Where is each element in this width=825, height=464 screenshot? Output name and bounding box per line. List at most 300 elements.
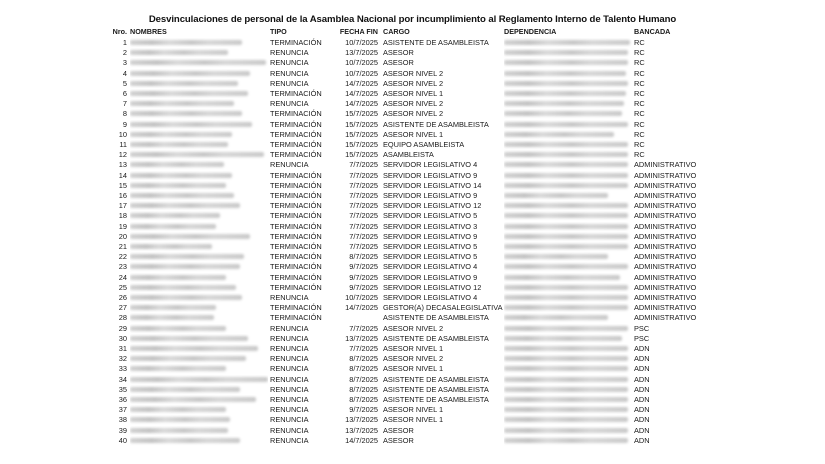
redacted-dependency — [504, 60, 628, 65]
row-bancada: ADMINISTRATIVO — [634, 231, 697, 241]
redacted-dependency — [504, 152, 628, 157]
row-cargo: SERVIDOR LEGISLATIVO 4 — [383, 262, 478, 272]
redacted-name — [130, 183, 226, 188]
row-cargo: ASESOR NIVEL 1 — [383, 405, 444, 415]
table-row — [0, 324, 825, 334]
row-nombres — [130, 38, 268, 48]
row-nombres — [130, 58, 268, 68]
row-fecha-fin: 8/7/2025 — [349, 364, 378, 374]
table-row — [0, 48, 825, 58]
row-nombres — [130, 109, 268, 119]
row-tipo: TERMINACIÓN — [270, 129, 322, 139]
row-nro: 1 — [122, 38, 127, 47]
table-row — [0, 283, 825, 293]
redacted-dependency — [504, 122, 628, 127]
row-fecha-fin: 9/7/2025 — [349, 405, 378, 415]
row-nro: 15 — [118, 180, 127, 190]
row-dependencia — [504, 395, 632, 405]
row-nombres — [130, 191, 268, 201]
row-nombres — [130, 222, 268, 232]
row-dependencia — [504, 171, 632, 181]
row-bancada: ADMINISTRATIVO — [634, 252, 697, 262]
row-tipo: TERMINACIÓN — [270, 282, 322, 292]
redacted-name — [130, 173, 232, 178]
row-bancada: ADN — [634, 364, 650, 374]
row-tipo: RENUNCIA — [270, 333, 309, 343]
row-fecha-fin: 13/7/2025 — [345, 425, 378, 435]
row-dependencia — [504, 324, 632, 334]
row-tipo: RENUNCIA — [270, 160, 309, 170]
redacted-name — [130, 50, 228, 55]
row-bancada: ADMINISTRATIVO — [634, 313, 697, 323]
row-fecha-fin: 15/7/2025 — [345, 140, 378, 149]
row-fecha-fin: 9/7/2025 — [349, 272, 378, 282]
redacted-dependency — [504, 305, 628, 310]
table-row — [0, 120, 825, 130]
redacted-dependency — [504, 142, 628, 147]
table-row — [0, 99, 825, 109]
row-bancada: RC — [634, 58, 645, 68]
redacted-name — [130, 326, 226, 331]
table-row — [0, 303, 825, 313]
row-nombres — [130, 171, 268, 181]
row-nro: 24 — [118, 272, 127, 282]
row-nombres — [130, 354, 268, 364]
table-row — [0, 58, 825, 68]
table-row — [0, 344, 825, 354]
row-fecha-fin: 14/7/2025 — [345, 435, 378, 445]
row-nro: 6 — [122, 89, 127, 98]
redacted-dependency — [504, 91, 626, 96]
row-nombres — [130, 79, 268, 89]
row-bancada: ADMINISTRATIVO — [634, 211, 697, 221]
row-cargo: ASISTENTE DE ASAMBLEISTA — [383, 313, 489, 323]
row-dependencia — [504, 191, 632, 201]
redacted-name — [130, 213, 220, 218]
table-row — [0, 364, 825, 374]
redacted-name — [130, 336, 248, 341]
row-nombres — [130, 395, 268, 405]
row-cargo: ASESOR NIVEL 1 — [383, 129, 444, 139]
redacted-dependency — [504, 234, 628, 239]
redacted-name — [130, 142, 228, 147]
row-tipo: TERMINACIÓN — [270, 211, 322, 221]
redacted-name — [130, 417, 230, 422]
row-nro: 27 — [118, 303, 127, 313]
table-row — [0, 109, 825, 119]
row-dependencia — [504, 140, 632, 150]
row-fecha-fin: 14/7/2025 — [345, 99, 378, 109]
row-tipo: TERMINACIÓN — [270, 221, 322, 231]
row-nro: 13 — [118, 160, 127, 170]
redacted-name — [130, 162, 224, 167]
row-nombres — [130, 242, 268, 252]
redacted-dependency — [504, 387, 628, 392]
redacted-dependency — [504, 275, 620, 280]
row-tipo: RENUNCIA — [270, 99, 309, 109]
row-dependencia — [504, 273, 632, 283]
row-cargo: ASISTENTE DE ASAMBLEISTA — [383, 333, 489, 343]
row-bancada: ADN — [634, 435, 650, 445]
row-nro: 20 — [118, 231, 127, 241]
table-row — [0, 334, 825, 344]
row-bancada: ADN — [634, 405, 650, 415]
row-tipo: RENUNCIA — [270, 425, 309, 435]
redacted-name — [130, 264, 240, 269]
row-fecha-fin: 8/7/2025 — [349, 252, 378, 262]
row-fecha-fin: 7/7/2025 — [349, 231, 378, 241]
row-nro: 40 — [118, 435, 127, 445]
row-fecha-fin: 7/7/2025 — [349, 221, 378, 231]
table-row — [0, 405, 825, 415]
row-fecha-fin: 7/7/2025 — [349, 242, 378, 251]
row-bancada: RC — [634, 89, 645, 98]
row-tipo: TERMINACIÓN — [270, 180, 322, 190]
row-nombres — [130, 69, 268, 79]
row-nombres — [130, 89, 268, 99]
redacted-dependency — [504, 173, 628, 178]
row-nombres — [130, 344, 268, 354]
table-row — [0, 130, 825, 140]
row-nombres — [130, 313, 268, 323]
redacted-name — [130, 91, 248, 96]
row-bancada: RC — [634, 48, 645, 58]
row-nro: 19 — [118, 221, 127, 231]
row-dependencia — [504, 426, 632, 436]
row-cargo: SERVIDOR LEGISLATIVO 9 — [383, 231, 478, 241]
row-cargo: ASESOR — [383, 425, 414, 435]
redacted-dependency — [504, 71, 626, 76]
row-fecha-fin: 8/7/2025 — [349, 354, 378, 364]
row-dependencia — [504, 344, 632, 354]
row-tipo: RENUNCIA — [270, 323, 309, 333]
row-dependencia — [504, 48, 632, 58]
redacted-name — [130, 132, 232, 137]
row-nombres — [130, 415, 268, 425]
row-tipo: TERMINACIÓN — [270, 313, 322, 323]
row-tipo: TERMINACIÓN — [270, 231, 322, 241]
row-fecha-fin: 14/7/2025 — [345, 303, 378, 313]
row-fecha-fin: 8/7/2025 — [349, 384, 378, 394]
redacted-name — [130, 244, 212, 249]
redacted-dependency — [504, 315, 608, 320]
row-tipo: TERMINACIÓN — [270, 89, 322, 98]
header-dependencia: DEPENDENCIA — [504, 27, 557, 36]
redacted-name — [130, 152, 264, 157]
row-fecha-fin: 8/7/2025 — [349, 374, 378, 384]
table-row — [0, 140, 825, 150]
row-nro: 7 — [122, 99, 127, 109]
row-dependencia — [504, 364, 632, 374]
row-nombres — [130, 201, 268, 211]
row-fecha-fin: 15/7/2025 — [345, 109, 378, 119]
row-dependencia — [504, 130, 632, 140]
row-cargo: SERVIDOR LEGISLATIVO 4 — [383, 293, 478, 302]
row-fecha-fin: 7/7/2025 — [349, 170, 378, 180]
row-fecha-fin: 13/7/2025 — [345, 333, 378, 343]
row-tipo: TERMINACIÓN — [270, 150, 322, 160]
row-nombres — [130, 283, 268, 293]
row-dependencia — [504, 283, 632, 293]
row-cargo: ASESOR NIVEL 2 — [383, 323, 444, 333]
row-fecha-fin: 7/7/2025 — [349, 323, 378, 333]
table-row — [0, 426, 825, 436]
row-nombres — [130, 293, 268, 303]
row-nro: 2 — [122, 48, 127, 58]
row-nro: 23 — [118, 262, 127, 272]
row-nro: 9 — [122, 119, 127, 129]
table-row — [0, 211, 825, 221]
row-cargo: ASESOR NIVEL 1 — [383, 89, 444, 98]
row-nro: 10 — [118, 129, 127, 139]
row-fecha-fin: 7/7/2025 — [349, 180, 378, 190]
row-dependencia — [504, 222, 632, 232]
table-row — [0, 160, 825, 170]
row-cargo: SERVIDOR LEGISLATIVO 14 — [383, 180, 482, 190]
redacted-name — [130, 377, 268, 382]
redacted-dependency — [504, 162, 628, 167]
row-fecha-fin: 7/7/2025 — [349, 201, 378, 211]
redacted-name — [130, 397, 256, 402]
redacted-dependency — [504, 295, 628, 300]
row-dependencia — [504, 58, 632, 68]
row-cargo: ASESOR — [383, 435, 414, 445]
table-row — [0, 262, 825, 272]
table-row — [0, 222, 825, 232]
row-nro: 26 — [118, 293, 127, 302]
table-row — [0, 385, 825, 395]
redacted-name — [130, 101, 234, 106]
table-row — [0, 201, 825, 211]
row-fecha-fin: 15/7/2025 — [345, 129, 378, 139]
row-nombres — [130, 130, 268, 140]
row-fecha-fin: 13/7/2025 — [345, 415, 378, 425]
redacted-dependency — [504, 428, 628, 433]
redacted-name — [130, 111, 242, 116]
row-bancada: PSC — [634, 333, 650, 343]
row-fecha-fin: 7/7/2025 — [349, 344, 378, 353]
table-row — [0, 171, 825, 181]
redacted-name — [130, 387, 240, 392]
redacted-dependency — [504, 132, 614, 137]
redacted-dependency — [504, 244, 628, 249]
row-dependencia — [504, 385, 632, 395]
row-nro: 18 — [118, 211, 127, 221]
row-cargo: SERVIDOR LEGISLATIVO 12 — [383, 201, 482, 211]
redacted-dependency — [504, 336, 622, 341]
row-dependencia — [504, 405, 632, 415]
row-bancada: RC — [634, 129, 645, 139]
row-cargo: ASESOR NIVEL 1 — [383, 344, 444, 353]
table-row — [0, 181, 825, 191]
row-tipo: TERMINACIÓN — [270, 191, 322, 200]
row-nro: 11 — [119, 140, 127, 149]
row-nombres — [130, 150, 268, 160]
redacted-dependency — [504, 81, 628, 86]
row-nro: 14 — [118, 170, 127, 180]
row-nro: 36 — [118, 395, 127, 404]
redacted-name — [130, 295, 242, 300]
row-bancada: RC — [634, 78, 645, 88]
row-cargo: ASESOR NIVEL 2 — [383, 354, 444, 364]
row-bancada: RC — [634, 109, 645, 119]
row-dependencia — [504, 436, 632, 446]
row-tipo: RENUNCIA — [270, 78, 309, 88]
redacted-dependency — [504, 254, 608, 259]
row-cargo: ASISTENTE DE ASAMBLEISTA — [383, 38, 489, 47]
row-dependencia — [504, 79, 632, 89]
row-fecha-fin: 9/7/2025 — [349, 262, 378, 272]
row-tipo: RENUNCIA — [270, 48, 309, 58]
redacted-name — [130, 438, 240, 443]
row-dependencia — [504, 38, 632, 48]
row-dependencia — [504, 313, 632, 323]
row-cargo: ASESOR NIVEL 2 — [383, 68, 444, 78]
row-cargo: SERVIDOR LEGISLATIVO 12 — [383, 282, 482, 292]
row-tipo: TERMINACIÓN — [270, 170, 322, 180]
row-tipo: RENUNCIA — [270, 395, 309, 404]
redacted-dependency — [504, 40, 630, 45]
row-bancada: ADMINISTRATIVO — [634, 262, 697, 272]
redacted-dependency — [504, 50, 628, 55]
row-nro: 28 — [118, 313, 127, 323]
redacted-name — [130, 428, 228, 433]
row-nombres — [130, 120, 268, 130]
row-cargo: ASESOR NIVEL 1 — [383, 364, 444, 374]
row-cargo: SERVIDOR LEGISLATIVO 5 — [383, 242, 478, 251]
row-cargo: ASISTENTE DE ASAMBLEISTA — [383, 374, 489, 384]
row-dependencia — [504, 120, 632, 130]
row-nombres — [130, 303, 268, 313]
document-title: Desvinculaciones de personal de la Asamblea Nacional por incumplimiento al Reglamento Interno de Talento Humano — [148, 14, 677, 25]
row-nombres — [130, 385, 268, 395]
row-bancada: RC — [634, 140, 645, 149]
row-cargo: SERVIDOR LEGISLATIVO 5 — [383, 211, 478, 221]
redacted-name — [130, 40, 242, 45]
row-nro: 8 — [122, 109, 127, 119]
row-dependencia — [504, 415, 632, 425]
row-dependencia — [504, 252, 632, 262]
row-dependencia — [504, 334, 632, 344]
row-cargo: SERVIDOR LEGISLATIVO 9 — [383, 191, 478, 200]
row-bancada: ADMINISTRATIVO — [634, 282, 697, 292]
redacted-name — [130, 285, 236, 290]
row-tipo: RENUNCIA — [270, 415, 309, 425]
row-dependencia — [504, 375, 632, 385]
row-nro: 38 — [118, 415, 127, 425]
row-bancada: RC — [634, 150, 645, 160]
row-fecha-fin: 9/7/2025 — [349, 282, 378, 292]
row-nro: 29 — [118, 323, 127, 333]
header-bancada: BANCADA — [634, 27, 671, 36]
row-dependencia — [504, 99, 632, 109]
row-fecha-fin: 10/7/2025 — [345, 38, 378, 47]
row-nro: 39 — [118, 425, 127, 435]
row-dependencia — [504, 201, 632, 211]
row-cargo: ASISTENTE DE ASAMBLEISTA — [383, 119, 489, 129]
row-nro: 35 — [118, 384, 127, 394]
row-nro: 31 — [118, 344, 127, 353]
row-fecha-fin: 15/7/2025 — [345, 119, 378, 129]
row-nro: 5 — [122, 78, 127, 88]
row-bancada: ADMINISTRATIVO — [634, 191, 697, 200]
redacted-name — [130, 275, 226, 280]
redacted-dependency — [504, 101, 624, 106]
table-row — [0, 436, 825, 446]
redacted-dependency — [504, 366, 628, 371]
table-row — [0, 150, 825, 160]
row-dependencia — [504, 150, 632, 160]
redacted-name — [130, 234, 250, 239]
redacted-dependency — [504, 213, 628, 218]
table-row — [0, 415, 825, 425]
row-nombres — [130, 48, 268, 58]
row-nombres — [130, 364, 268, 374]
row-nro: 34 — [118, 374, 127, 384]
table-row — [0, 252, 825, 262]
row-nombres — [130, 324, 268, 334]
row-nombres — [130, 181, 268, 191]
row-bancada: ADN — [634, 374, 650, 384]
row-dependencia — [504, 181, 632, 191]
row-fecha-fin: 13/7/2025 — [345, 48, 378, 58]
table-row — [0, 313, 825, 323]
redacted-name — [130, 193, 234, 198]
row-fecha-fin: 7/7/2025 — [349, 160, 378, 170]
row-cargo: SERVIDOR LEGISLATIVO 3 — [383, 221, 478, 231]
row-nombres — [130, 99, 268, 109]
row-fecha-fin: 15/7/2025 — [345, 150, 378, 160]
row-bancada: RC — [634, 119, 645, 129]
redacted-name — [130, 305, 216, 310]
table-row — [0, 89, 825, 99]
row-bancada: ADMINISTRATIVO — [634, 242, 697, 251]
row-fecha-fin: 14/7/2025 — [345, 78, 378, 88]
row-cargo: ASISTENTE DE ASAMBLEISTA — [383, 384, 489, 394]
row-cargo: ASESOR NIVEL 2 — [383, 109, 444, 119]
row-dependencia — [504, 69, 632, 79]
table-row — [0, 232, 825, 242]
row-nombres — [130, 405, 268, 415]
row-tipo: TERMINACIÓN — [270, 109, 322, 119]
table-row — [0, 191, 825, 201]
row-cargo: GESTOR(A) DECASALEGISLATIVA — [383, 303, 503, 313]
row-fecha-fin: 7/7/2025 — [349, 211, 378, 221]
row-tipo: TERMINACIÓN — [270, 262, 322, 272]
header-fecha-fin: FECHA FIN — [339, 27, 378, 36]
row-tipo: RENUNCIA — [270, 374, 309, 384]
redacted-dependency — [504, 326, 628, 331]
redacted-name — [130, 356, 246, 361]
row-tipo: TERMINACIÓN — [270, 252, 322, 262]
row-tipo: TERMINACIÓN — [270, 201, 322, 211]
table-header-row — [0, 27, 825, 37]
row-fecha-fin: 8/7/2025 — [349, 395, 378, 404]
row-bancada: ADN — [634, 415, 650, 425]
row-bancada: ADN — [634, 395, 650, 404]
row-dependencia — [504, 89, 632, 99]
redacted-dependency — [504, 417, 628, 422]
header-cargo: CARGO — [383, 27, 410, 36]
row-nro: 17 — [118, 201, 127, 211]
table-row — [0, 293, 825, 303]
row-dependencia — [504, 211, 632, 221]
table-row — [0, 395, 825, 405]
row-nro: 37 — [118, 405, 127, 415]
row-nro: 12 — [118, 150, 127, 160]
row-cargo: ASESOR — [383, 58, 414, 68]
row-fecha-fin: 14/7/2025 — [345, 89, 378, 98]
